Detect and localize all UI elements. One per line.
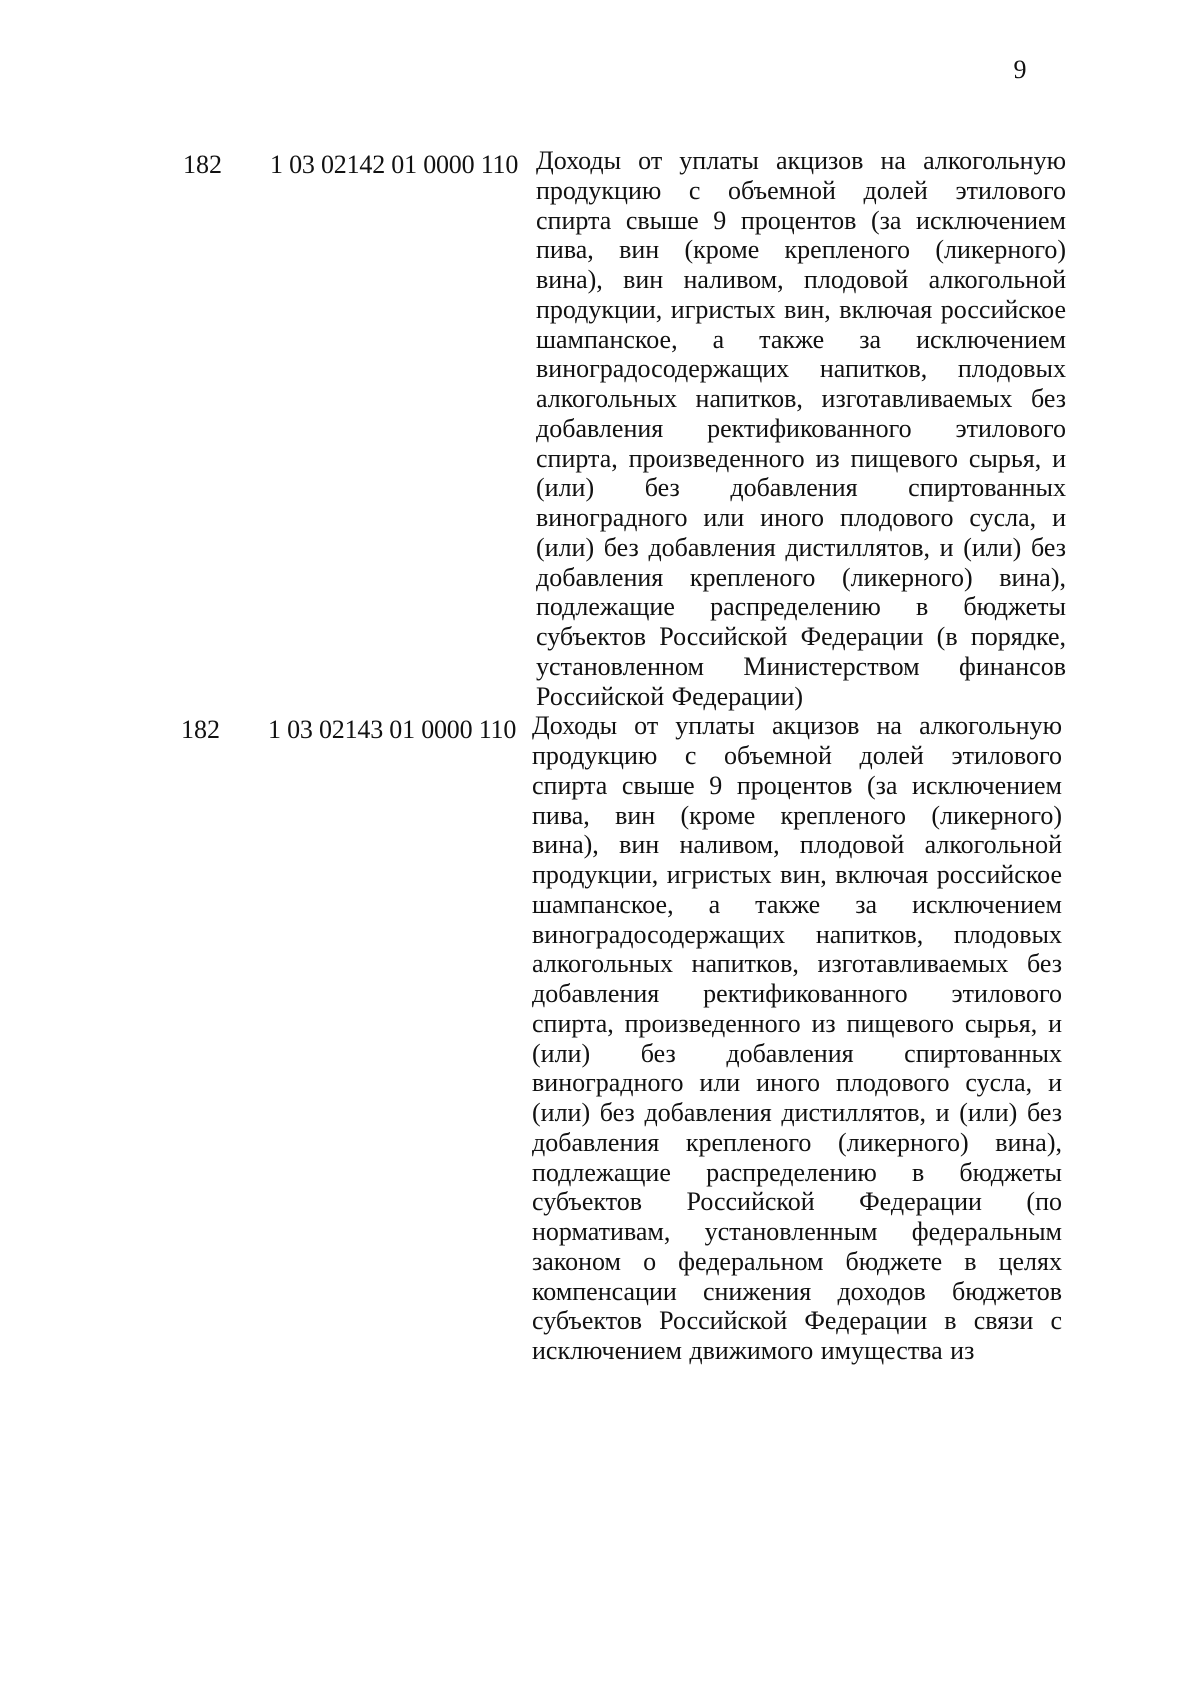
table-row bbox=[0, 146, 1200, 711]
admin-code: 182 bbox=[181, 715, 220, 745]
admin-code: 182 bbox=[183, 150, 222, 179]
revenue-description: Доходы от уплаты акцизов на алкогольную продукцию с объемной долей этилового спирта свыше 9 процентов (за исключением пива, вин (кроме крепленого (ликерного) вина), вин наливом, плодовой алкогольной продукции, игристых вин, включая российское шампанское, а также за исключением виноградосодержащих напитков, плодовых алкогольных напитков, изготавливаемых без добавления ректификованного этилового спирта, произведенного из пищевого сырья, и (или) без добавления спиртованных виноградного или иного плодового сусла, и (или) без добавления дистиллятов, и (или) без добавления крепленого (ликерного) вина), подлежащие распределению в бюджеты субъектов Российской Федерации (в порядке, установленном Министерством финансов Российской Федерации) bbox=[536, 146, 1066, 711]
budget-classification-code: 1 03 02142 01 0000 110 bbox=[270, 150, 519, 179]
page-number: 9 bbox=[1013, 55, 1027, 84]
revenue-codes-table bbox=[0, 146, 1200, 1366]
table-row bbox=[0, 711, 1200, 1366]
revenue-description: Доходы от уплаты акцизов на алкогольную продукцию с объемной долей этилового спирта свыше 9 процентов (за исключением пива, вин (кроме крепленого (ликерного) вина), вин наливом, плодовой алкогольной продукции, игристых вин, включая российское шампанское, а также за исключением виноградосодержащих напитков, плодовых алкогольных напитков, изготавливаемых без добавления ректификованного этилового спирта, произведенного из пищевого сырья, и (или) без добавления спиртованных виноградного или иного плодового сусла, и (или) без добавления дистиллятов, и (или) без добавления крепленого (ликерного) вина), подлежащие распределению в бюджеты субъектов Российской Федерации (по нормативам, установленным федеральным законом о федеральном бюджете в целях компенсации снижения доходов бюджетов субъектов Российской Федерации в связи с исключением движимого имущества из bbox=[532, 711, 1062, 1365]
budget-classification-code: 1 03 02143 01 0000 110 bbox=[268, 715, 517, 745]
